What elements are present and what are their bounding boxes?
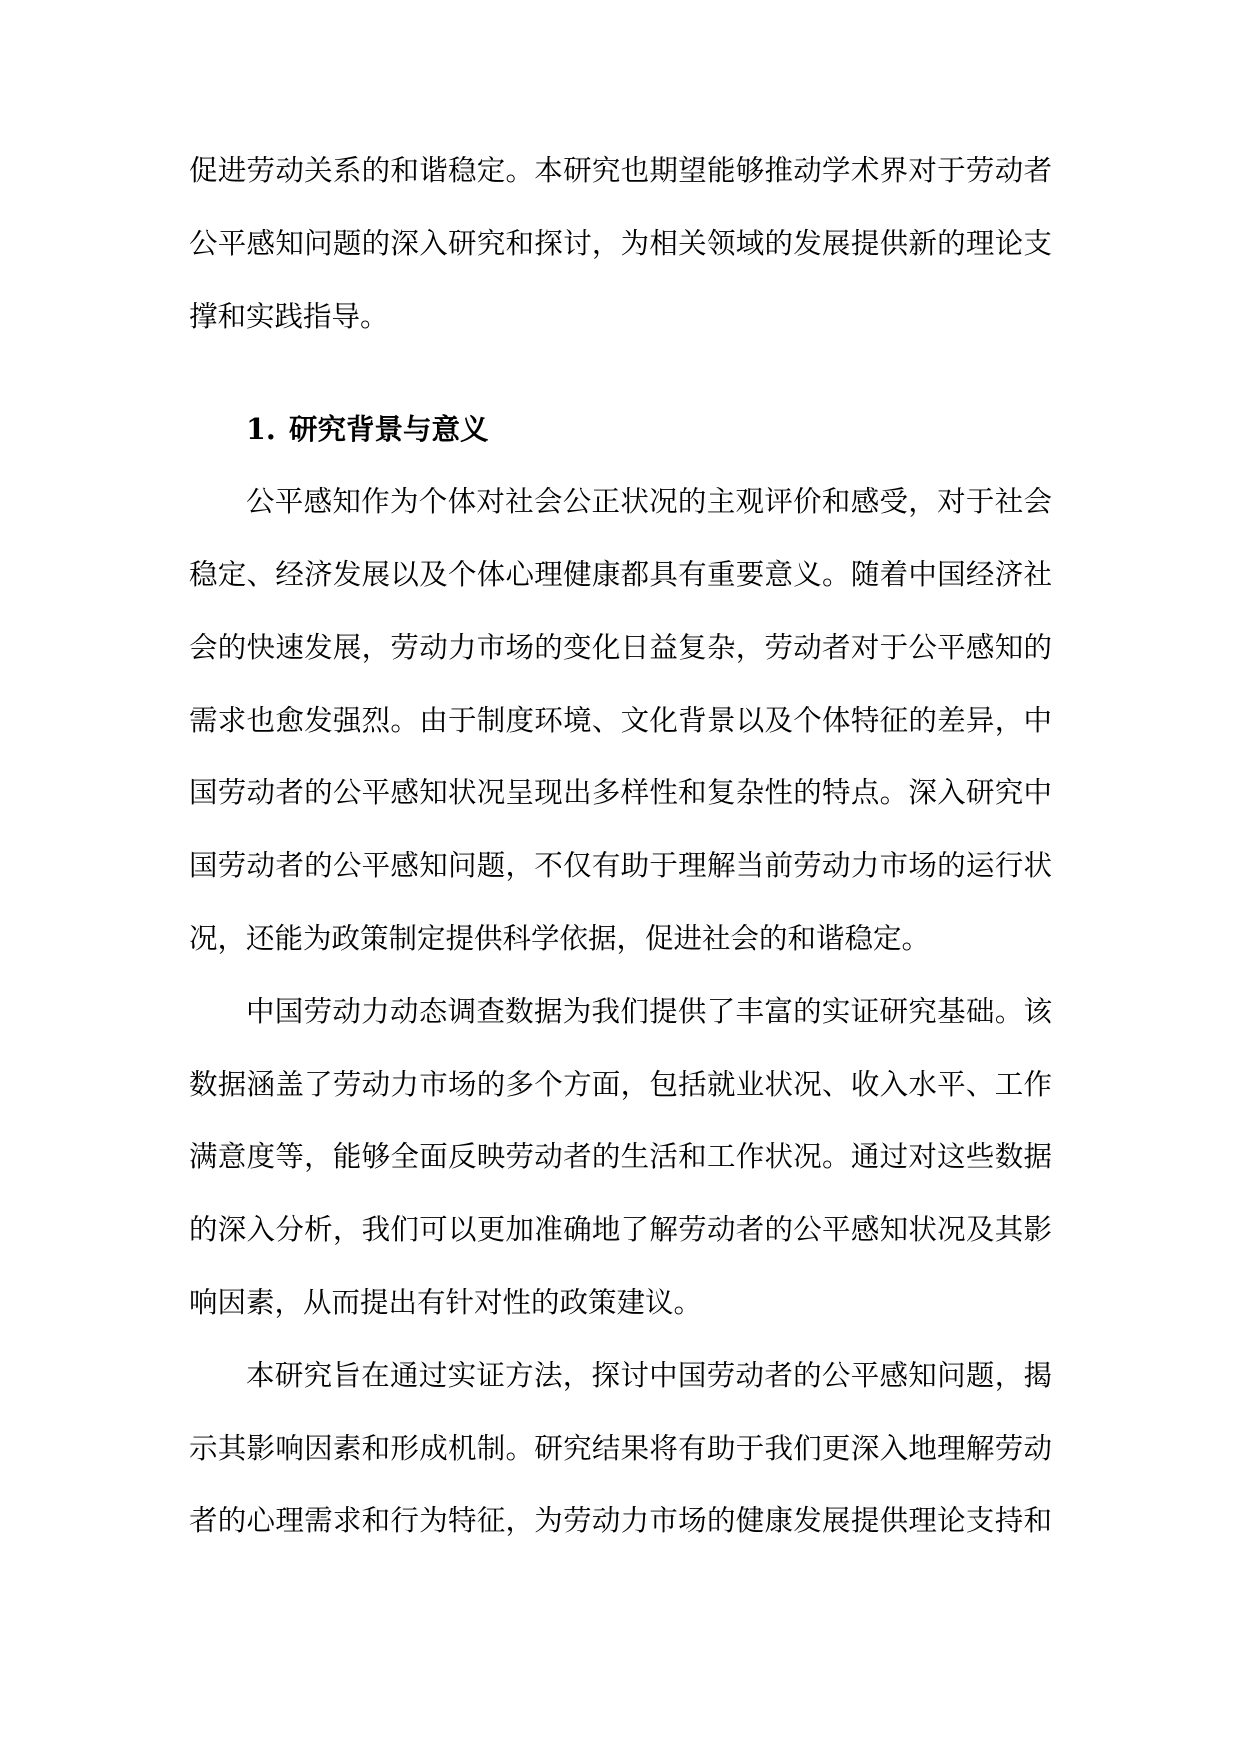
document-body — [189, 135, 1052, 1558]
continued-paragraph — [189, 135, 1052, 353]
text-line: 响因素，从而提出有针对性的政策建议。 — [189, 1285, 703, 1319]
text-line: 满意度等，能够全面反映劳动者的生活和工作状况。通过对这些数据 — [189, 1140, 1052, 1174]
text-line: 数据涵盖了劳动力市场的多个方面，包括就业状况、收入水平、工作 — [189, 1067, 1052, 1101]
paragraph — [189, 1340, 1052, 1558]
paragraph — [189, 976, 1052, 1340]
section-heading-number: 1. — [246, 412, 276, 447]
text-line: 况，还能为政策制定提供科学依据，促进社会的和谐稳定。 — [189, 921, 931, 955]
text-line: 国劳动者的公平感知问题，不仅有助于理解当前劳动力市场的运行状 — [189, 849, 1052, 883]
text-line: 稳定、经济发展以及个体心理健康都具有重要意义。随着中国经济社 — [189, 557, 1052, 591]
text-line: 的深入分析，我们可以更加准确地了解劳动者的公平感知状况及其影 — [189, 1213, 1052, 1247]
text-line: 国劳动者的公平感知状况呈现出多样性和复杂性的特点。深入研究中 — [189, 776, 1052, 810]
section-heading-title: 研究背景与意义 — [289, 412, 489, 447]
text-line: 公平感知问题的深入研究和探讨，为相关领域的发展提供新的理论支 — [189, 226, 1052, 260]
text-line: 需求也愈发强烈。由于制度环境、文化背景以及个体特征的差异，中 — [189, 703, 1052, 737]
text-line: 公平感知作为个体对社会公正状况的主观评价和感受，对于社会 — [246, 485, 1052, 519]
text-line: 促进劳动关系的和谐稳定。本研究也期望能够推动学术界对于劳动者 — [189, 154, 1052, 187]
paragraph — [189, 466, 1052, 976]
text-line: 中国劳动力动态调查数据为我们提供了丰富的实证研究基础。该 — [246, 994, 1052, 1028]
text-line: 会的快速发展，劳动力市场的变化日益复杂，劳动者对于公平感知的 — [189, 630, 1052, 664]
section-heading — [189, 393, 1052, 466]
text-line: 撑和实践指导。 — [189, 299, 389, 333]
text-line: 者的心理需求和行为特征，为劳动力市场的健康发展提供理论支持和 — [189, 1504, 1052, 1538]
text-line: 示其影响因素和形成机制。研究结果将有助于我们更深入地理解劳动 — [189, 1431, 1052, 1465]
text-line: 本研究旨在通过实证方法，探讨中国劳动者的公平感知问题，揭 — [246, 1358, 1052, 1392]
